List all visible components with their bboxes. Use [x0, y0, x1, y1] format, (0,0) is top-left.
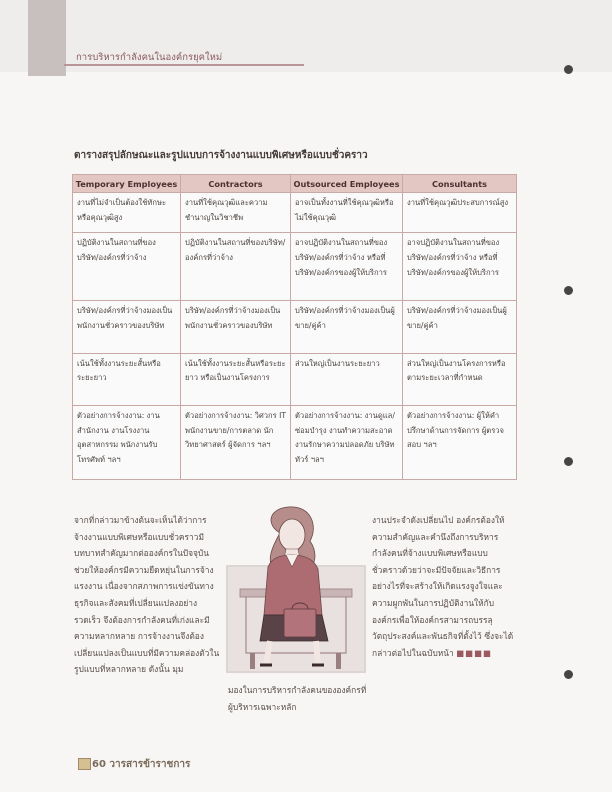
body-text-right-content: งานประจำดังเปลี่ยนไป องค์กรต้องให้ความสำคัญและคำนึงถึงการบริหารกำลังคนที่จ้างแบบพิเศษหรือแบบชั่วคราวด้วยว่าจะมีปัจจัยและวิธีการอย่างไรที่จะสร้างให้เกิดแรงจูงใจและความผูกพันในการปฏิบัติงานให้กับองค์กรเพื่อให้องค์กรสามารถบรรลุวัตถุประสงค์และพันธกิจที่ตั้งไว้ ซึ่งจะได้กล่าวต่อไปในฉบับหน้า [372, 515, 514, 658]
punch-hole [564, 286, 573, 295]
table-cell: บริษัท/องค์กรที่ว่าจ้างมองเป็นผู้ขาย/คู่ค้า [291, 301, 403, 353]
table-cell: งานที่ใช้คุณวุฒิและความชำนาญในวิชาชีพ [181, 193, 291, 233]
table-row [73, 405, 517, 479]
header-rule [64, 64, 304, 66]
table-cell: บริษัท/องค์กรที่ว่าจ้างมองเป็นพนักงานชั่วคราวของบริษัท [73, 301, 181, 353]
corner-block [28, 0, 66, 76]
table-title: ตารางสรุปลักษณะและรูปแบบการจ้างงานแบบพิเศษหรือแบบชั่วคราว [74, 150, 368, 161]
table-row [73, 301, 517, 353]
table-cell: งานที่ใช้คุณวุฒิประสบการณ์สูง [403, 193, 517, 233]
summary-table [72, 174, 517, 480]
body-text-right [372, 512, 514, 661]
table-cell: ปฏิบัติงานในสถานที่ของบริษัท/องค์กรที่ว่าจ้าง [73, 233, 181, 301]
header-title: การบริหารกำลังคนในองค์กรยุคใหม่ [76, 52, 223, 63]
punch-hole [564, 670, 573, 679]
footer [92, 757, 190, 772]
table-cell: เน้นใช้ทั้งงานระยะสั้นหรือระยะยาว [73, 353, 181, 405]
body-text-left: จากที่กล่าวมาข้างต้นจะเห็นได้ว่าการจ้างงานแบบพิเศษหรือแบบชั่วคราวมีบทบาทสำคัญมากต่อองค์กรในปัจจุบัน ช่วยให้องค์กรมีความยืดหยุ่นในการจ้างแรงงาน เนื่องจากสภาพการแข่งขันทางธุรกิจและสังคมที่เปลี่ยนแปลงอย่างรวดเร็ว จึงต้องการกำลังคนที่เก่งและมีความหลากหลาย การจ้างงานจึงต้องเปลี่ยนแปลงเป็นแบบที่มีความคล่องตัวในรูปแบบที่หลากหลาย ดังนั้น มุม [74, 515, 220, 675]
body-text-middle: มองในการบริหารกำลังคนขององค์กรที่ผู้บริหารเฉพาะหลัก [228, 685, 367, 712]
table-cell: อาจปฏิบัติงานในสถานที่ของบริษัท/องค์กรที่ว่าจ้าง หรือที่บริษัท/องค์กรของผู้ให้บริการ [291, 233, 403, 301]
page-number-box [78, 758, 91, 770]
magazine-name: วารสารข้าราชการ [109, 759, 191, 770]
column-header: Contractors [181, 175, 291, 193]
table-cell: บริษัท/องค์กรที่ว่าจ้างมองเป็นพนักงานชั่วคราวของบริษัท [181, 301, 291, 353]
column-header: Consultants [403, 175, 517, 193]
table-cell: ตัวอย่างการจ้างงาน: วิศวกร IT พนักงานขาย/การตลาด นักวิทยาศาสตร์ ผู้จัดการ ฯลฯ [181, 405, 291, 479]
page-number: 60 [92, 759, 106, 770]
table-cell: ปฏิบัติงานในสถานที่ของบริษัท/องค์กรที่ว่าจ้าง [181, 233, 291, 301]
table-cell: ส่วนใหญ่เป็นงานโครงการหรือตามระยะเวลาที่กำหนด [403, 353, 517, 405]
table-cell: เน้นใช้ทั้งงานระยะสั้นหรือระยะยาว หรือเป็นงานโครงการ [181, 353, 291, 405]
table-cell: บริษัท/องค์กรที่ว่าจ้างมองเป็นผู้ขาย/คู่ค้า [403, 301, 517, 353]
table-cell: ตัวอย่างการจ้างงาน: งานดูแล/ซ่อมบำรุง งานทำความสะอาด งานรักษาความปลอดภัย บริษัททัวร์ ฯลฯ [291, 405, 403, 479]
punch-hole [564, 457, 573, 466]
table-cell: อาจเป็นทั้งงานที่ใช้คุณวุฒิหรือไม่ใช้คุณวุฒิ [291, 193, 403, 233]
table-row [73, 233, 517, 301]
punch-hole [564, 65, 573, 74]
table-cell: อาจปฏิบัติงานในสถานที่ของบริษัท/องค์กรที่ว่าจ้าง หรือที่บริษัท/องค์กรของผู้ให้บริการ [403, 233, 517, 301]
table-row [73, 193, 517, 233]
table-cell: ตัวอย่างการจ้างงาน: ผู้ให้คำปรึกษาด้านการจัดการ ผู้ตรวจสอบ ฯลฯ [403, 405, 517, 479]
column-header: Temporary Employees [73, 175, 181, 193]
table-cell: งานที่ไม่จำเป็นต้องใช้ทักษะหรือคุณวุฒิสูง [73, 193, 181, 233]
table-row [73, 353, 517, 405]
table-cell: ส่วนใหญ่เป็นงานระยะยาว [291, 353, 403, 405]
table-header-row [73, 175, 517, 193]
table-cell: ตัวอย่างการจ้างงาน: งานสำนักงาน งานโรงงานอุตสาหกรรม พนักงานรับโทรศัพท์ ฯลฯ [73, 405, 181, 479]
woman-with-briefcase-illustration [226, 503, 366, 673]
people-icon: ■■■■ [456, 647, 493, 658]
column-header: Outsourced Employees [291, 175, 403, 193]
